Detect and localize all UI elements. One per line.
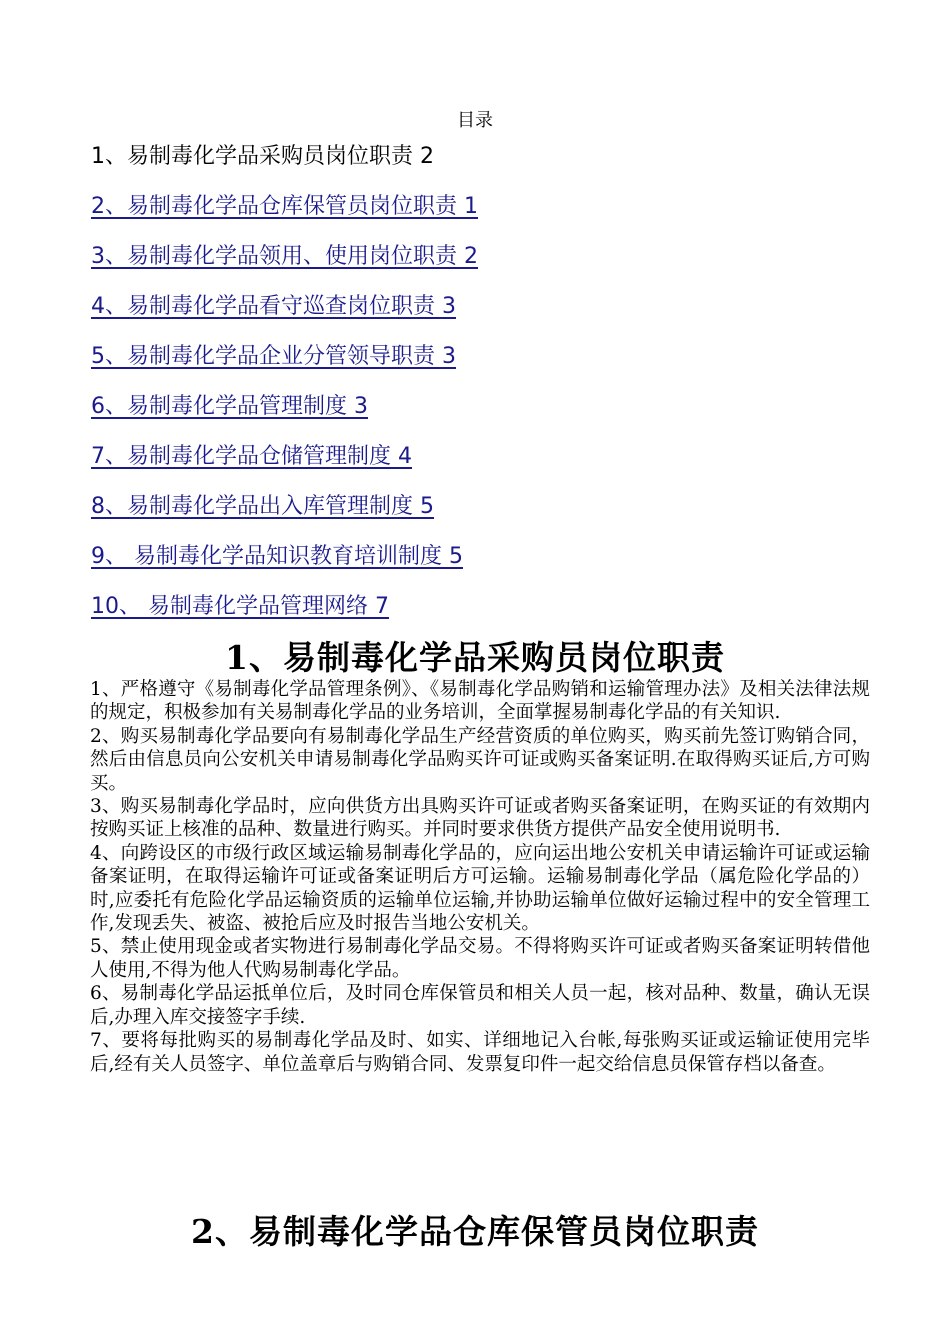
paragraph-7: 7、要将每批购买的易制毒化学品及时、如实、详细地记入台帐,每张购买证或运输证使用完毕后,经有关人员签字、单位盖章后与购销合同、发票复印件一起交给信息员保管存档以备查。 [90,1030,870,1075]
toc-link-3[interactable]: 3、易制毒化学品领用、使用岗位职责 2 [91,244,478,269]
toc-link-4[interactable]: 4、易制毒化学品看守巡查岗位职责 3 [91,294,456,319]
paragraph-4: 4、向跨设区的市级行政区域运输易制毒化学品的，应向运出地公安机关申请运输许可证或运输备案证明，在取得运输许可证或备案证明后方可运输。运输易制毒化学品（属危险化学品的）时,应委托有危险化学品运输资质的运输单位运输,并协助运输单位做好运输过程中的安全管理工作,发现丢失、被盗、被抢后应及时报告当地公安机关。 [90,842,870,935]
toc-link-8[interactable]: 8、易制毒化学品出入库管理制度 5 [91,494,434,519]
table-of-contents [91,140,478,640]
paragraph-6: 6、易制毒化学品运抵单位后，及时同仓库保管员和相关人员一起，核对品种、数量，确认无误后,办理入库交接签字手续. [90,983,870,1028]
toc-item-3[interactable] [91,240,478,290]
toc-item-7[interactable] [91,440,478,490]
toc-link-2[interactable]: 2、易制毒化学品仓库保管员岗位职责 1 [91,194,478,219]
toc-link-5[interactable]: 5、易制毒化学品企业分管领导职责 3 [91,344,456,369]
section-1-body [90,678,870,1076]
toc-item-8[interactable] [91,490,478,540]
toc-link-6[interactable]: 6、易制毒化学品管理制度 3 [91,394,368,419]
toc-link-7[interactable]: 7、易制毒化学品仓储管理制度 4 [91,444,412,469]
toc-item-4[interactable] [91,290,478,340]
paragraph-3: 3、购买易制毒化学品时，应向供货方出具购买许可证或者购买备案证明，在购买证的有效期内按购买证上核准的品种、数量进行购买。并同时要求供货方提供产品安全使用说明书. [90,796,870,841]
paragraph-1: 1、严格遵守《易制毒化学品管理条例》、《易制毒化学品购销和运输管理办法》及相关法律法规的规定，积极参加有关易制毒化学品的业务培训，全面掌握易制毒化学品的有关知识. [90,679,870,724]
toc-item-2[interactable] [91,190,478,240]
section-1-heading: 1、易制毒化学品采购员岗位职责 [225,638,725,677]
toc-item-1: 1、易制毒化学品采购员岗位职责 2 [91,144,434,169]
toc-title: 目录 [457,110,493,131]
toc-link-10[interactable]: 10、 易制毒化学品管理网络 7 [91,594,389,619]
paragraph-2: 2、购买易制毒化学品要向有易制毒化学品生产经营资质的单位购买，购买前先签订购销合同，然后由信息员向公安机关申请易制毒化学品购买许可证或购买备案证明.在取得购买证后,方可购买。 [90,725,870,794]
toc-item-9[interactable] [91,540,478,590]
toc-item-5[interactable] [91,340,478,390]
toc-item-6[interactable] [91,390,478,440]
paragraph-5: 5、禁止使用现金或者实物进行易制毒化学品交易。不得将购买许可证或者购买备案证明转借他人使用,不得为他人代购易制毒化学品。 [90,936,870,981]
toc-link-9[interactable]: 9、 易制毒化学品知识教育培训制度 5 [91,544,463,569]
section-2-heading: 2、易制毒化学品仓库保管员岗位职责 [191,1212,759,1251]
